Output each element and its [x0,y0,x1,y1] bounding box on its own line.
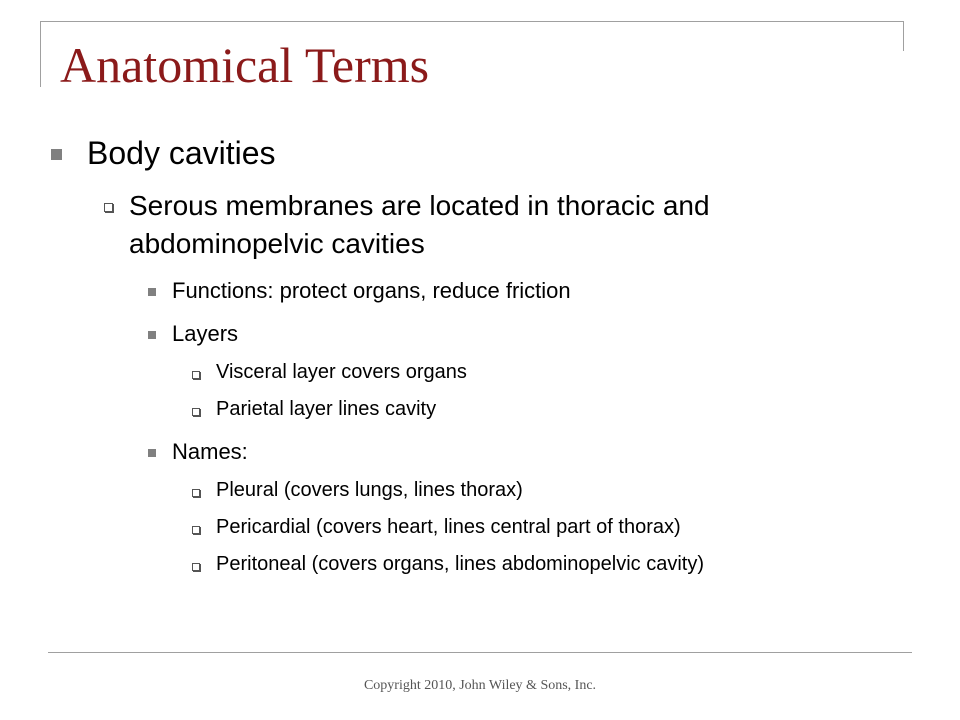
square-bullet-icon [148,331,156,339]
slide-title: Anatomical Terms [60,37,430,93]
bullet-visceral: Visceral layer covers organs [216,361,467,383]
bullet-layers: Layers [172,321,239,346]
hollow-square-bullet-icon [192,408,200,416]
bullet-pleural: Pleural (covers lungs, lines thorax) [216,479,523,501]
hollow-square-bullet-icon [192,526,200,534]
bullet-peritoneal: Peritoneal (covers organs, lines abdominopelvic cavity) [216,553,705,575]
hollow-square-bullet-icon [192,371,200,379]
hollow-square-bullet-icon [192,563,200,571]
frame-bottom-line [48,652,912,653]
square-bullet-icon [148,449,156,457]
hollow-square-bullet-icon [104,203,113,212]
bullet-serous-line2: abdominopelvic cavities [129,228,425,259]
copyright-footer: Copyright 2010, John Wiley & Sons, Inc. [363,678,597,693]
bullet-names: Names: [172,439,248,464]
square-bullet-icon [148,288,156,296]
hollow-square-bullet-icon [192,489,200,497]
bullet-pericardial: Pericardial (covers heart, lines central part of thorax) [216,516,681,538]
bullet-parietal: Parietal layer lines cavity [216,398,437,420]
bullet-functions: Functions: protect organs, reduce friction [172,278,571,303]
bullet-serous-line1: Serous membranes are located in thoracic and [129,190,710,221]
square-bullet-icon [51,149,62,160]
bullet-body-cavities: Body cavities [87,135,276,171]
